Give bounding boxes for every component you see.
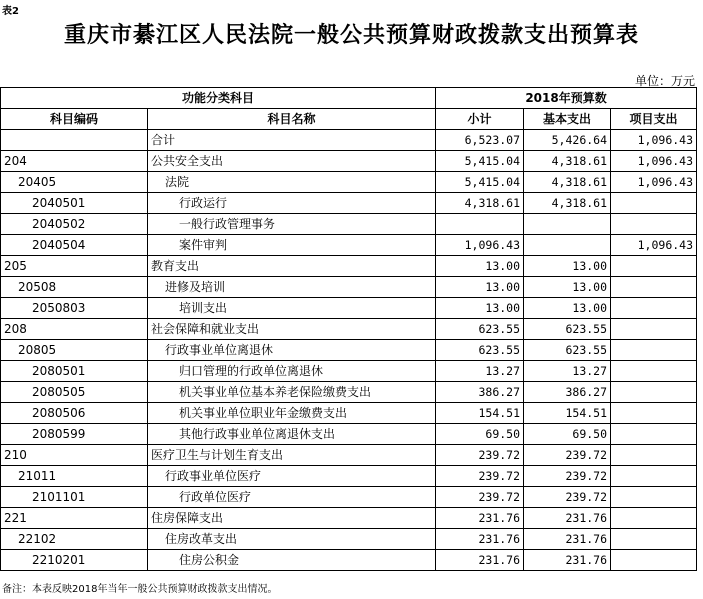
row-name: 住房改革支出: [148, 529, 436, 550]
row-basic: 623.55: [524, 319, 611, 340]
row-project: [611, 445, 697, 466]
row-basic: 13.27: [524, 361, 611, 382]
row-basic: [524, 214, 611, 235]
row-basic: 386.27: [524, 382, 611, 403]
table-row: [1, 424, 697, 445]
table-row: [1, 508, 697, 529]
row-basic: 231.76: [524, 529, 611, 550]
row-code: 221: [1, 508, 148, 529]
table-row: [1, 151, 697, 172]
row-basic: 13.00: [524, 256, 611, 277]
row-code: 2050803: [1, 298, 148, 319]
row-total: 13.00: [436, 298, 524, 319]
table-row: [1, 214, 697, 235]
row-total: 623.55: [436, 319, 524, 340]
row-total: 154.51: [436, 403, 524, 424]
row-name: 合计: [148, 130, 436, 151]
row-total: 69.50: [436, 424, 524, 445]
table-row: [1, 340, 697, 361]
row-project: [611, 340, 697, 361]
row-code: 2080501: [1, 361, 148, 382]
row-code: 2080505: [1, 382, 148, 403]
row-basic: 4,318.61: [524, 172, 611, 193]
row-basic: 69.50: [524, 424, 611, 445]
row-code: 20805: [1, 340, 148, 361]
row-total: 1,096.43: [436, 235, 524, 256]
row-total: 386.27: [436, 382, 524, 403]
row-project: [611, 508, 697, 529]
row-name: 法院: [148, 172, 436, 193]
row-code: 210: [1, 445, 148, 466]
row-project: 1,096.43: [611, 235, 697, 256]
row-total: 13.27: [436, 361, 524, 382]
table-row: [1, 319, 697, 340]
row-basic: 231.76: [524, 508, 611, 529]
row-basic: 239.72: [524, 487, 611, 508]
row-project: [611, 382, 697, 403]
header-basic: 基本支出: [524, 109, 611, 130]
header-project: 项目支出: [611, 109, 697, 130]
row-code: 205: [1, 256, 148, 277]
table-row: [1, 466, 697, 487]
row-project: 1,096.43: [611, 151, 697, 172]
row-name: 行政事业单位医疗: [148, 466, 436, 487]
row-code: 2080506: [1, 403, 148, 424]
row-basic: 13.00: [524, 277, 611, 298]
row-total: 239.72: [436, 445, 524, 466]
row-basic: 5,426.64: [524, 130, 611, 151]
header-column-row: [1, 109, 697, 130]
row-total: 13.00: [436, 277, 524, 298]
row-name: 公共安全支出: [148, 151, 436, 172]
table-row: [1, 487, 697, 508]
row-code: 21011: [1, 466, 148, 487]
row-total: 239.72: [436, 487, 524, 508]
table-row: [1, 130, 697, 151]
table-tag: 表2: [2, 6, 19, 17]
row-name: 行政运行: [148, 193, 436, 214]
table-row: [1, 193, 697, 214]
row-basic: 4,318.61: [524, 193, 611, 214]
row-code: 2210201: [1, 550, 148, 571]
row-project: [611, 529, 697, 550]
table-row: [1, 403, 697, 424]
row-total: 6,523.07: [436, 130, 524, 151]
row-code: 2040504: [1, 235, 148, 256]
table-row: [1, 361, 697, 382]
table-row: [1, 235, 697, 256]
row-project: [611, 256, 697, 277]
row-project: [611, 193, 697, 214]
row-name: 案件审判: [148, 235, 436, 256]
table-row: [1, 529, 697, 550]
row-project: [611, 550, 697, 571]
row-basic: 154.51: [524, 403, 611, 424]
row-project: [611, 361, 697, 382]
header-group-row: [1, 88, 697, 109]
row-code: [1, 130, 148, 151]
header-total: 小计: [436, 109, 524, 130]
row-basic: 231.76: [524, 550, 611, 571]
row-basic: 239.72: [524, 466, 611, 487]
row-total: 5,415.04: [436, 151, 524, 172]
table-row: [1, 256, 697, 277]
row-total: 231.76: [436, 529, 524, 550]
header-functional-category: 功能分类科目: [1, 88, 436, 109]
row-name: 住房保障支出: [148, 508, 436, 529]
header-code: 科目编码: [1, 109, 148, 130]
row-basic: 4,318.61: [524, 151, 611, 172]
row-code: 208: [1, 319, 148, 340]
row-name: 归口管理的行政单位离退休: [148, 361, 436, 382]
footnote: 备注：本表反映2018年当年一般公共预算财政拨款支出情况。: [2, 584, 278, 595]
row-code: 2101101: [1, 487, 148, 508]
row-name: 其他行政事业单位离退休支出: [148, 424, 436, 445]
header-budget-year: 2018年预算数: [436, 88, 697, 109]
row-project: [611, 319, 697, 340]
row-code: 204: [1, 151, 148, 172]
table-row: [1, 550, 697, 571]
row-basic: [524, 235, 611, 256]
row-project: 1,096.43: [611, 130, 697, 151]
row-total: 13.00: [436, 256, 524, 277]
row-project: 1,096.43: [611, 172, 697, 193]
row-basic: 239.72: [524, 445, 611, 466]
row-name: 进修及培训: [148, 277, 436, 298]
page-title: 重庆市綦江区人民法院一般公共预算财政拨款支出预算表: [63, 23, 639, 48]
row-name: 机关事业单位基本养老保险缴费支出: [148, 382, 436, 403]
row-project: [611, 277, 697, 298]
row-total: 239.72: [436, 466, 524, 487]
row-name: 培训支出: [148, 298, 436, 319]
row-total: 5,415.04: [436, 172, 524, 193]
row-code: 22102: [1, 529, 148, 550]
row-name: 行政单位医疗: [148, 487, 436, 508]
row-code: 2080599: [1, 424, 148, 445]
row-basic: 13.00: [524, 298, 611, 319]
row-name: 教育支出: [148, 256, 436, 277]
table-row: [1, 298, 697, 319]
row-total: 4,318.61: [436, 193, 524, 214]
row-name: 社会保障和就业支出: [148, 319, 436, 340]
row-name: 机关事业单位职业年金缴费支出: [148, 403, 436, 424]
table-row: [1, 277, 697, 298]
table-row: [1, 445, 697, 466]
row-project: [611, 403, 697, 424]
row-project: [611, 487, 697, 508]
row-code: 20405: [1, 172, 148, 193]
row-project: [611, 424, 697, 445]
row-total: 231.76: [436, 550, 524, 571]
unit-label: 单位：万元: [634, 74, 695, 88]
table-row: [1, 172, 697, 193]
row-name: 住房公积金: [148, 550, 436, 571]
row-name: 一般行政管理事务: [148, 214, 436, 235]
budget-table: [0, 87, 697, 571]
row-code: 2040502: [1, 214, 148, 235]
row-total: 231.76: [436, 508, 524, 529]
row-total: [436, 214, 524, 235]
table-row: [1, 382, 697, 403]
row-project: [611, 466, 697, 487]
row-basic: 623.55: [524, 340, 611, 361]
row-project: [611, 298, 697, 319]
row-project: [611, 214, 697, 235]
row-name: 行政事业单位离退休: [148, 340, 436, 361]
row-total: 623.55: [436, 340, 524, 361]
header-name: 科目名称: [148, 109, 436, 130]
row-name: 医疗卫生与计划生育支出: [148, 445, 436, 466]
row-code: 20508: [1, 277, 148, 298]
row-code: 2040501: [1, 193, 148, 214]
